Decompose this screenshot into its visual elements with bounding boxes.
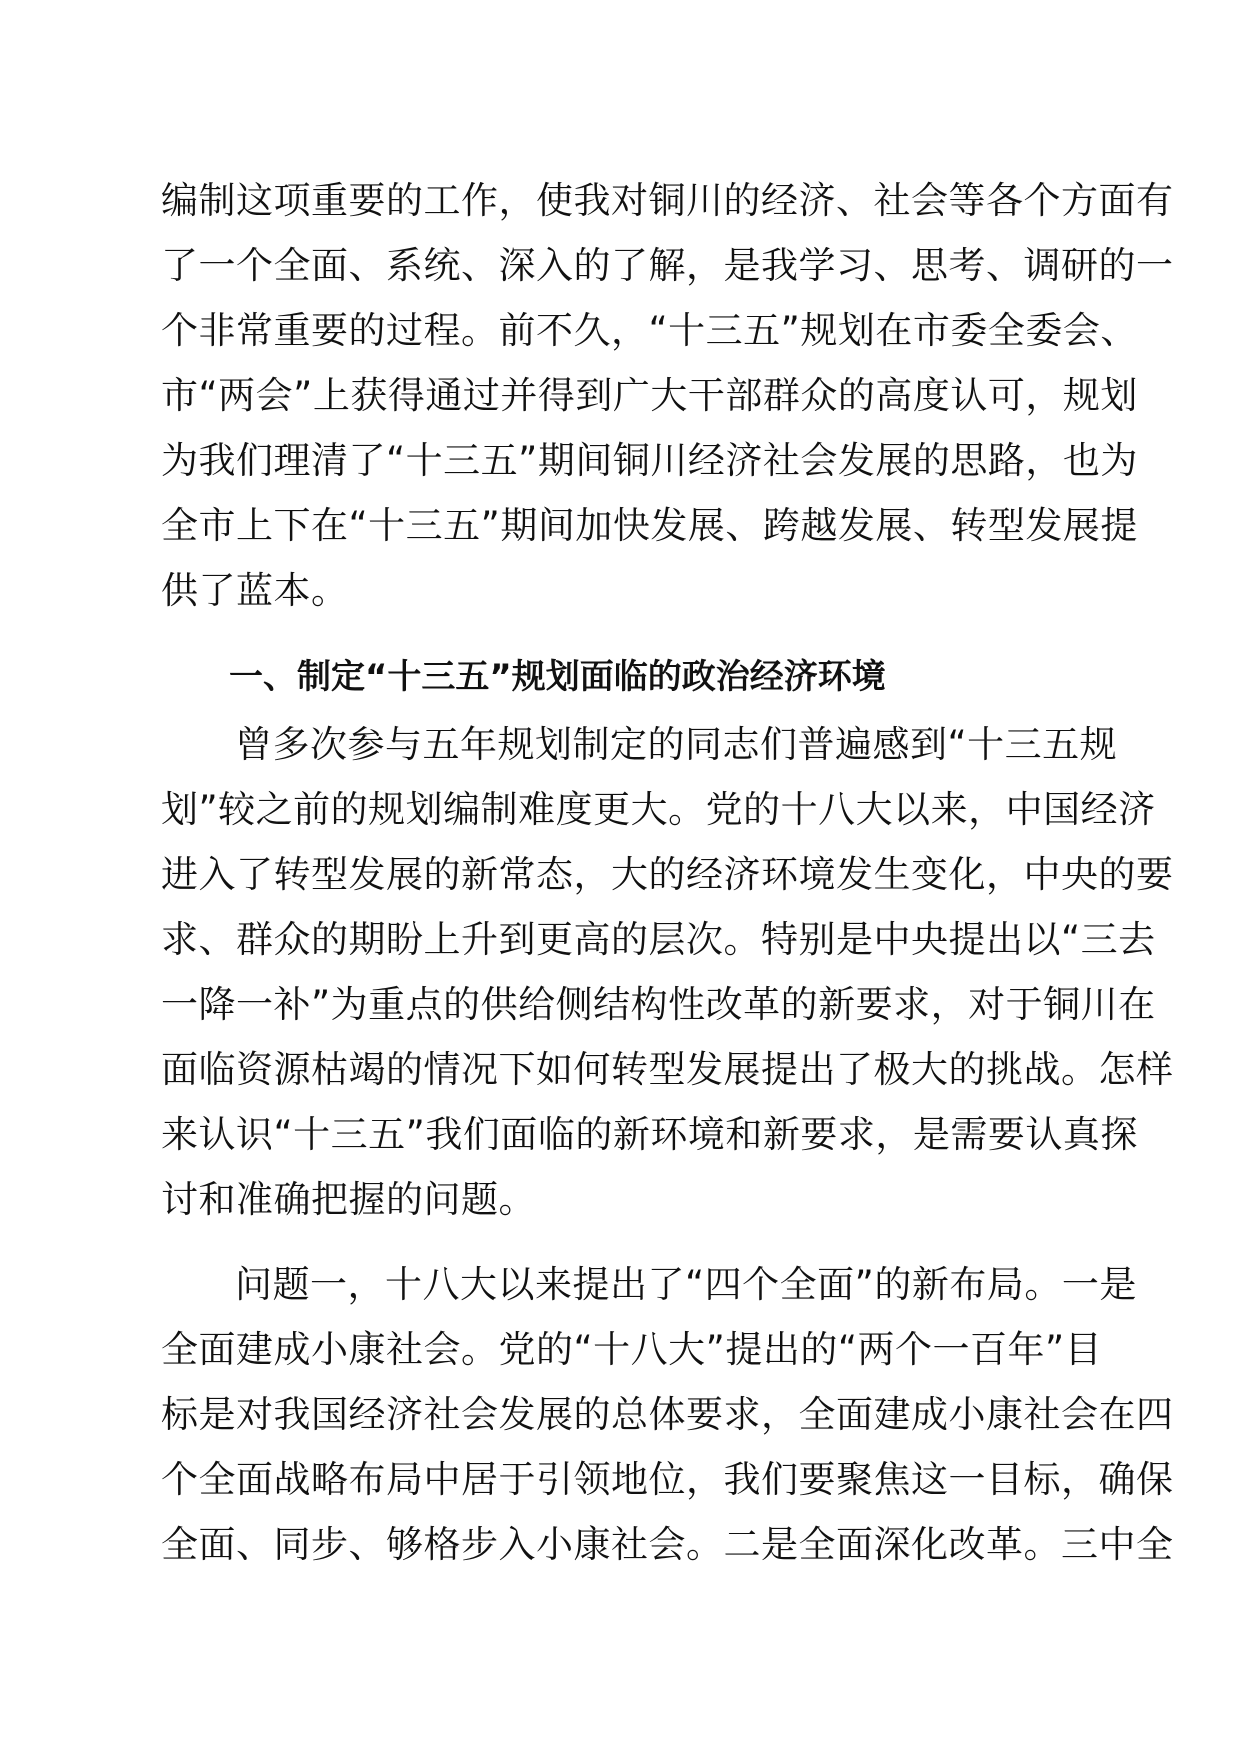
paragraph-line: 供了蓝本。	[161, 569, 349, 612]
paragraph-intro	[161, 168, 1174, 623]
section-heading: 一、制定“十三五”规划面临的政治经济环境	[229, 657, 886, 697]
paragraph-line: 标是对我国经济社会发展的总体要求，全面建成小康社会在四	[161, 1393, 1174, 1436]
paragraph-line: 个全面战略布局中居于引领地位，我们要聚焦这一目标，确保	[161, 1458, 1174, 1501]
paragraph-3	[161, 1252, 1174, 1577]
paragraph-line: 问题一，十八大以来提出了“四个全面”的新布局。一是	[235, 1263, 1137, 1306]
paragraph-line: 编制这项重要的工作，使我对铜川的经济、社会等各个方面有	[161, 179, 1174, 222]
paragraph-line: 一降一补”为重点的供给侧结构性改革的新要求，对于铜川在	[161, 983, 1156, 1026]
paragraph-line: 讨和准确把握的问题。	[161, 1178, 536, 1221]
paragraph-line: 求、群众的期盼上升到更高的层次。特别是中央提出以“三去	[161, 918, 1156, 961]
paragraph-line: 全市上下在“十三五”期间加快发展、跨越发展、转型发展提	[161, 504, 1138, 547]
paragraph-line: 了一个全面、系统、深入的了解，是我学习、思考、调研的一	[161, 244, 1174, 287]
paragraph-line: 面临资源枯竭的情况下如何转型发展提出了极大的挑战。怎样	[161, 1048, 1174, 1091]
paragraph-line: 来认识“十三五”我们面临的新环境和新要求，是需要认真探	[161, 1113, 1138, 1156]
paragraph-line: 市“两会”上获得通过并得到广大干部群众的高度认可，规划	[161, 374, 1138, 417]
paragraph-line: 为我们理清了“十三五”期间铜川经济社会发展的思路，也为	[161, 439, 1138, 482]
paragraph-line: 全面、同步、够格步入小康社会。二是全面深化改革。三中全	[161, 1523, 1174, 1566]
paragraph-2	[161, 712, 1174, 1232]
paragraph-line: 划”较之前的规划编制难度更大。党的十八大以来，中国经济	[161, 788, 1156, 831]
paragraph-line: 个非常重要的过程。前不久，“十三五”规划在市委全委会、	[161, 309, 1138, 352]
paragraph-line: 曾多次参与五年规划制定的同志们普遍感到“十三五规	[235, 723, 1118, 766]
paragraph-line: 全面建成小康社会。党的“十八大”提出的“两个一百年”目	[161, 1328, 1103, 1371]
paragraph-line: 进入了转型发展的新常态，大的经济环境发生变化，中央的要	[161, 853, 1174, 896]
